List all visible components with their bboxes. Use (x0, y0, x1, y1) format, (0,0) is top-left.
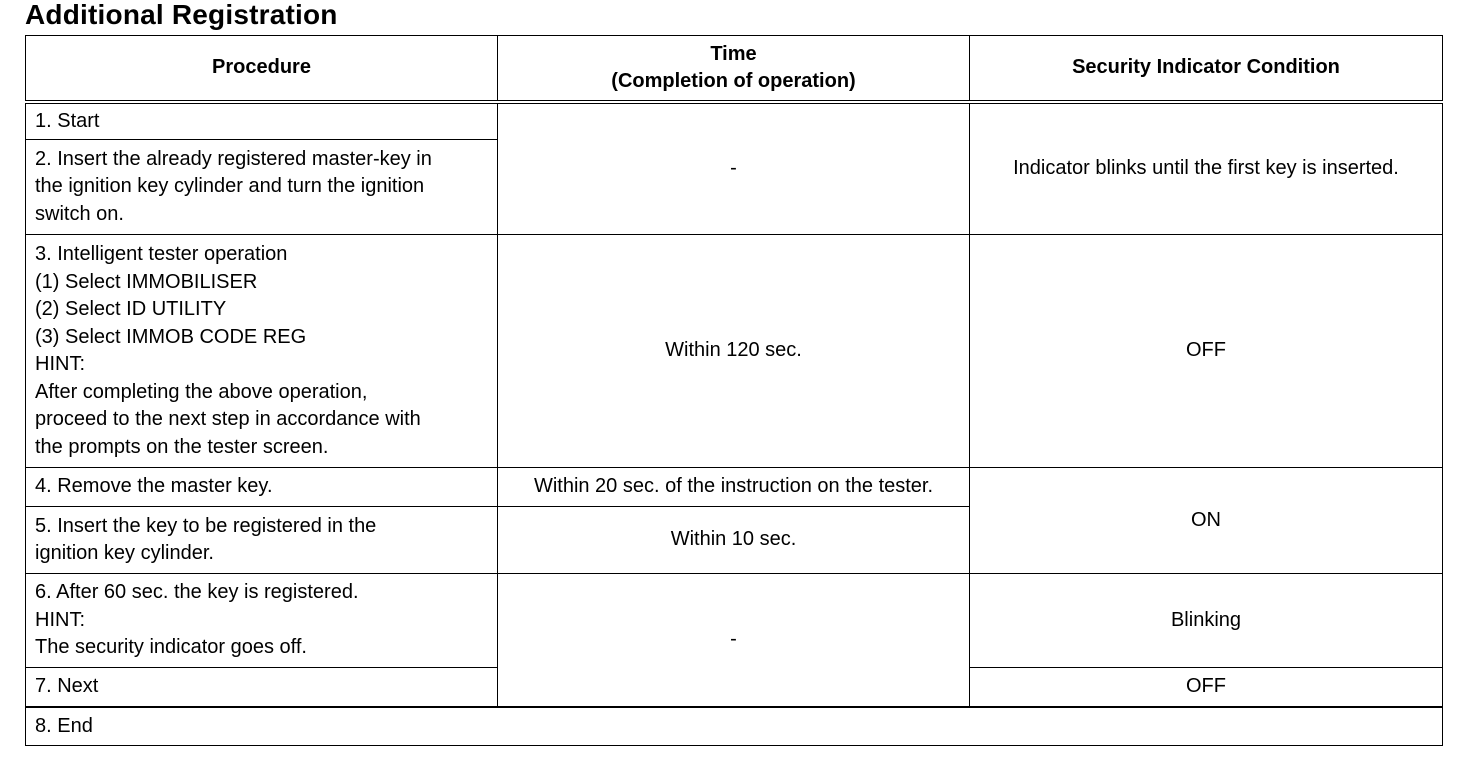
header-time-line-2: (Completion of operation) (611, 69, 856, 92)
procedure-cell (26, 235, 498, 468)
procedure-line: HINT: (35, 608, 85, 631)
time-cell: - (498, 574, 970, 707)
procedure-line: (2) Select ID UTILITY (35, 298, 227, 320)
table-row (26, 102, 1443, 140)
header-row (26, 36, 1443, 102)
procedure-line: the prompts on the tester screen. (35, 435, 329, 458)
header-time-line-1: Time (710, 42, 757, 65)
table-row (26, 235, 1443, 468)
security-cell: OFF (970, 235, 1443, 468)
procedure-cell: 4. Remove the master key. (26, 468, 498, 507)
procedure-cell: 1. Start (26, 102, 498, 140)
security-cell: Blinking (970, 574, 1443, 668)
security-cell: ON (970, 468, 1443, 574)
procedure-cell: 7. Next (26, 668, 498, 707)
procedure-line: After completing the above operation, (35, 380, 368, 403)
procedure-line: proceed to the next step in accordance with (35, 408, 421, 430)
procedure-line: 3. Intelligent tester operation (35, 243, 288, 265)
registration-table (25, 35, 1443, 746)
table-row (26, 707, 1443, 746)
procedure-line: (3) Select IMMOB CODE REG (35, 325, 307, 348)
procedure-line: The security indicator goes off. (35, 636, 307, 659)
time-cell: Within 10 sec. (498, 507, 970, 574)
procedure-line: switch on. (35, 202, 124, 225)
header-security: Security Indicator Condition (970, 36, 1443, 102)
security-cell: Indicator blinks until the first key is inserted. (970, 102, 1443, 235)
table-row (26, 574, 1443, 668)
header-procedure: Procedure (26, 36, 498, 102)
time-cell: Within 20 sec. of the instruction on the tester. (498, 468, 970, 507)
procedure-cell: 8. End (26, 707, 1443, 746)
procedure-line: 6. After 60 sec. the key is registered. (35, 581, 359, 604)
table-row (26, 468, 1443, 507)
page-title: Additional Registration (25, 0, 338, 30)
procedure-cell (26, 507, 498, 574)
procedure-cell (26, 574, 498, 668)
time-cell: - (498, 102, 970, 235)
procedure-line: (1) Select IMMOBILISER (35, 270, 258, 293)
procedure-line: 5. Insert the key to be registered in the (35, 514, 377, 537)
procedure-line: the ignition key cylinder and turn the ignition (35, 175, 425, 198)
procedure-cell (26, 140, 498, 235)
procedure-line: HINT: (35, 353, 85, 375)
procedure-line: ignition key cylinder. (35, 542, 214, 564)
header-time (498, 36, 970, 102)
procedure-line: 2. Insert the already registered master-key in (35, 147, 432, 170)
time-cell: Within 120 sec. (498, 235, 970, 468)
security-cell: OFF (970, 668, 1443, 707)
